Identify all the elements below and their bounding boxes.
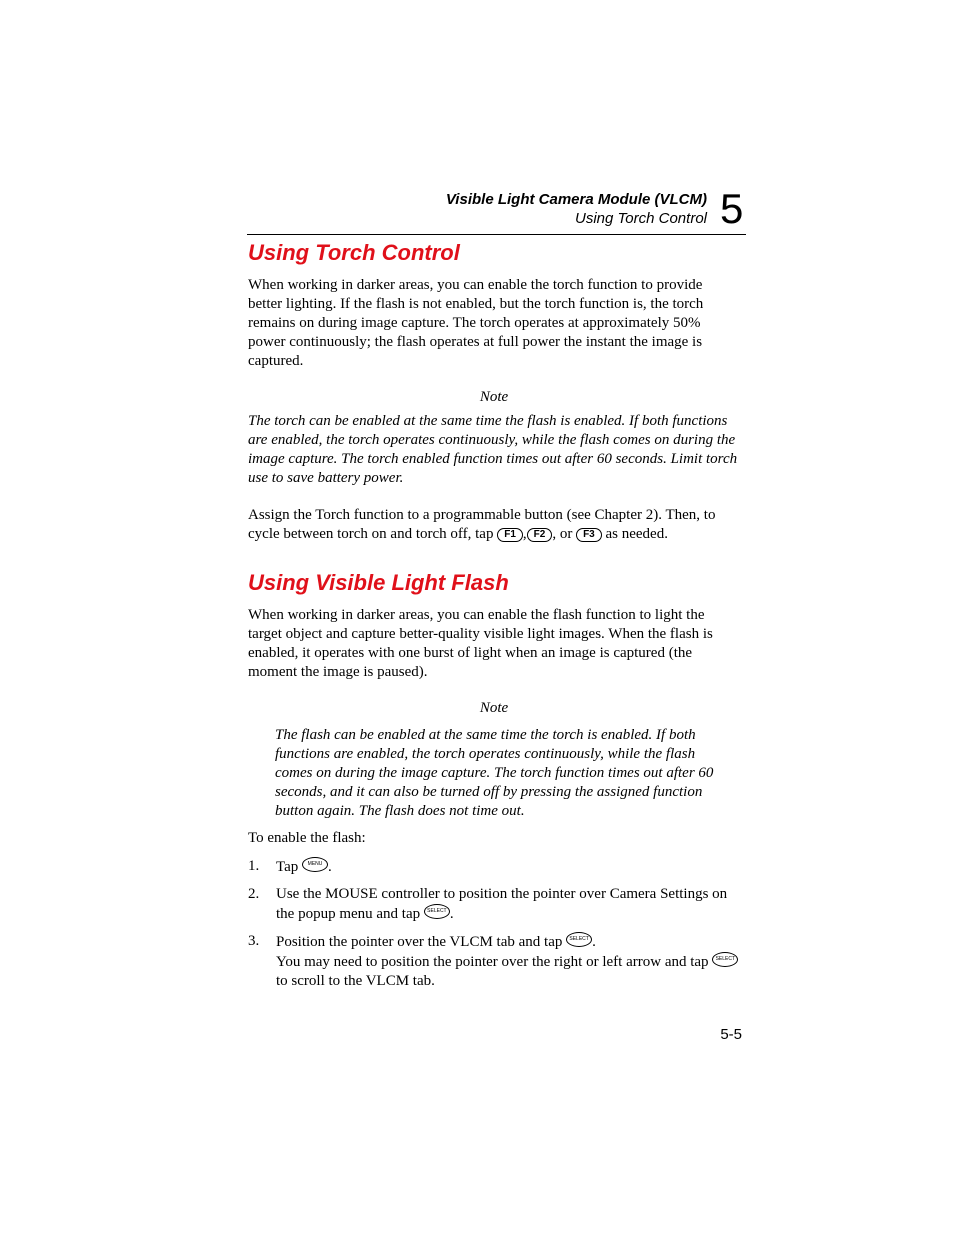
flash-paragraph: When working in darker areas, you can enable the flash function to light the target object and capture better-quality visible light images. When the flash is enabled, it operates with one burst of light when an image is captured (the moment the image is paused). — [248, 607, 713, 680]
running-header-subtitle: Using Torch Control — [574, 210, 707, 227]
step-text-end: . — [449, 906, 454, 922]
step-number: 2. — [248, 886, 260, 902]
step-text-end: . — [328, 859, 332, 875]
chapter-number: 5 — [720, 185, 744, 232]
step-2 — [248, 885, 740, 924]
step-text: Position the pointer over the VLCM tab and tap — [276, 934, 567, 950]
step-body — [276, 857, 740, 877]
step-text-end: . — [592, 934, 596, 950]
f3-key-icon: F3 — [576, 528, 602, 542]
flash-note-text: The flash can be enabled at the same time the torch is enabled. If both functions are enabled, the torch operates continuously, while the flash comes on during the image capture. The torch function times out after 60 seconds, and it can also be turned off by pressing the assigned function button again. The flash does not time out. — [275, 727, 714, 819]
torch-paragraph: When working in darker areas, you can enable the torch function to provide better lighting. If the flash is not enabled, but the torch function is, the torch remains on during image capture. The torch operates at approximately 50% power continuously; the flash operates at full power the instant the image is captured. — [248, 277, 704, 369]
step-number: 3. — [248, 933, 260, 949]
assign-text-a: Assign the Torch function to a programmable button (see Chapter 2). Then, to cycle between torch on and torch off, tap — [248, 507, 716, 542]
torch-note-label: Note — [479, 389, 509, 405]
step-text-2-end: to scroll to the VLCM tab. — [276, 973, 435, 989]
step-3 — [248, 932, 740, 991]
page-number: 5-5 — [720, 1026, 742, 1043]
header-rule — [247, 234, 746, 235]
step-body — [276, 885, 740, 924]
flash-note-label: Note — [479, 700, 509, 716]
step-number: 1. — [248, 858, 260, 874]
assign-sep-2: , or — [552, 526, 577, 542]
select-key-icon: SELECT — [424, 904, 450, 919]
torch-note-text: The torch can be enabled at the same time the flash is enabled. If both functions are enabled, the torch operates continuously, while the flash comes on during the image capture. The torch enabled function times out after 60 seconds. Limit torch use to save battery power. — [248, 413, 738, 486]
step-text: Tap — [276, 859, 303, 875]
menu-key-icon: MENU — [302, 857, 328, 872]
assign-sep-1: , — [522, 526, 527, 542]
step-text-2: You may need to position the pointer over the right or left arrow and tap — [276, 954, 713, 970]
flash-heading: Using Visible Light Flash — [248, 570, 509, 595]
flash-intro: To enable the flash: — [248, 830, 366, 846]
f1-key-icon: F1 — [497, 528, 523, 542]
select-key-icon: SELECT — [566, 932, 592, 947]
torch-assign-paragraph — [248, 506, 740, 544]
step-body — [276, 932, 740, 991]
step-1 — [248, 857, 740, 877]
step-text: Use the MOUSE controller to position the pointer over Camera Settings on the popup menu and tap — [276, 886, 728, 922]
torch-heading: Using Torch Control — [248, 240, 460, 265]
f2-key-icon: F2 — [527, 528, 553, 542]
select-key-icon: SELECT — [712, 952, 738, 967]
running-header-title: Visible Light Camera Module (VLCM) — [445, 191, 707, 208]
assign-text-b: as needed. — [601, 526, 668, 542]
